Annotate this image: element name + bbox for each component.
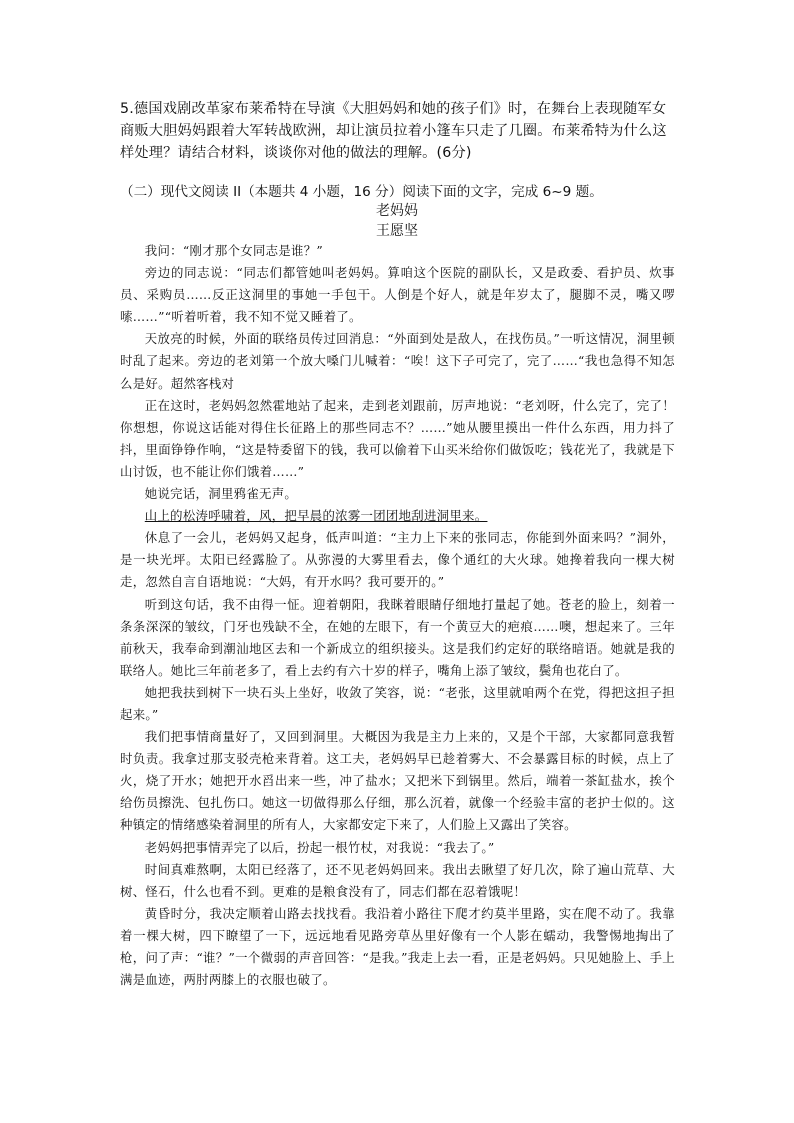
paragraph: 她说完话，洞里鸦雀无声。 — [144, 486, 298, 502]
story-title: 老妈妈 — [376, 203, 418, 219]
paragraph: 旁边的同志说：“同志们都管她叫老妈妈。算咱这个医院的副队长，又是政委、看护员、炊事员、采购员……反正这洞里的事她一手包干。人倒是个好人，就是年岁太了，腿脚不灵，嘴又啰嗦……”“听着听着，我不知不觉又睡着了。 — [120, 265, 675, 325]
paragraph: 我们把事情商量好了，又回到洞里。大概因为我是主力上来的，又是个干部，大家都同意我暂时负责。我拿过那支驳壳枪来背着。这工夫，老妈妈早已趁着雾大、不会暴露目标的时候，点上了火，烧了开水；她把开水舀出来一些，冲了盐水；又把米下到锅里。然后，端着一茶缸盐水，挨个给伤员擦洗、包扎伤口。她这一切做得那么仔细，那么沉着，就像一个经验丰富的老护士似的。这种镇定的情绪感染着洞里的所有人，大家都安定下来了，人们脸上又露出了笑容。 — [120, 729, 675, 833]
question-5: 5.德国戏剧改革家布莱希特在导演《大胆妈妈和她的孩子们》时，在舞台上表现随军女商贩大胆妈妈跟着大军转战欧洲，却让演员拉着小篷车只走了几圈。布莱希特为什么这样处理？请结合材料，谈谈你对他的做法的理解。(6分) — [120, 101, 667, 161]
paragraph: 休息了一会儿，老妈妈又起身，低声叫道：“主力上下来的张同志，你能到外面来吗？”洞外，是一块光坪。太阳已经露脸了。从弥漫的大雾里看去，像个通红的大火球。她搀着我向一棵大树走，忽然自言自语地说：“大妈，有开水吗？我可要开的。” — [120, 530, 675, 590]
paragraph: 正在这时，老妈妈忽然霍地站了起来，走到老刘跟前，厉声地说：“老刘呀，什么完了，完了！你想想，你说这话能对得住长征路上的那些同志不？……”她从腰里摸出一件什么东西，用力抖了抖，里面铮铮作响，“这是特委留下的钱，我可以偷着下山买米给你们做饭吃；钱花光了，我就是下山讨饭，也不能让你们饿着……” — [120, 397, 675, 479]
paragraph: 黄昏时分，我决定顺着山路去找找看。我沿着小路往下爬才约莫半里路，实在爬不动了。我靠着一棵大树，四下瞭望了一下，远远地看见路旁草丛里好像有一个人影在蠕动，我警惕地掏出了枪，问了声：“谁？”一个微弱的声音回答：“是我。”我走上去一看，正是老妈妈。只见她脸上、手上满是血迹，两肘两膝上的衣服也破了。 — [120, 905, 675, 988]
paragraph: 老妈妈把事情弄完了以后，扮起一根竹杖，对我说：“我去了。” — [144, 839, 495, 855]
paragraph: 她把我扶到树下一块石头上坐好，收敛了笑容，说：“老张，这里就咱两个在党，得把这担子担起来。” — [120, 684, 675, 722]
story-body — [120, 240, 675, 991]
underlined-paragraph — [120, 505, 675, 527]
story-author: 王愿坚 — [376, 223, 418, 239]
paragraph: 天放亮的时候，外面的联络员传过回消息：“外面到处是敌人，在找伤员。”一听这情况，洞里顿时乱了起来。旁边的老刘第一个放大嗓门儿喊着：“唉！这下子可完了，完了……“我也急得不知怎么是好。超然客栈对 — [120, 331, 675, 391]
underlined-sentence: 山上的松涛呼啸着，风，把早晨的浓雾一团团地刮进洞里来。 — [144, 508, 488, 524]
paragraph: 时间真难熬啊，太阳已经落了，还不见老妈妈回来。我出去瞅望了好几次，除了遍山荒草、大树、怪石，什么也看不到。更难的是粮食没有了，同志们都在忍着饿呢！ — [120, 861, 675, 899]
paragraph: 听到这句话，我不由得一怔。迎着朝阳，我眯着眼睛仔细地打量起了她。苍老的脸上，刻着一条条深深的皱纹，门牙也残缺不全，在她的左眼下，有一个黄豆大的疤痕……噢，想起来了。三年前秋天，我奉命到潮汕地区去和一个新成立的组织接头。这是我们约定好的联络暗语。她就是我的联络人。她比三年前老多了，看上去约有六十岁的样子，嘴角上添了皱纹，鬓角也花白了。 — [120, 596, 675, 678]
section-heading: （二）现代文阅读 II（本题共 4 小题，16 分）阅读下面的文字，完成 6~9 题。 — [120, 184, 603, 200]
paragraph: 我问：“刚才那个女同志是谁？” — [144, 243, 324, 258]
